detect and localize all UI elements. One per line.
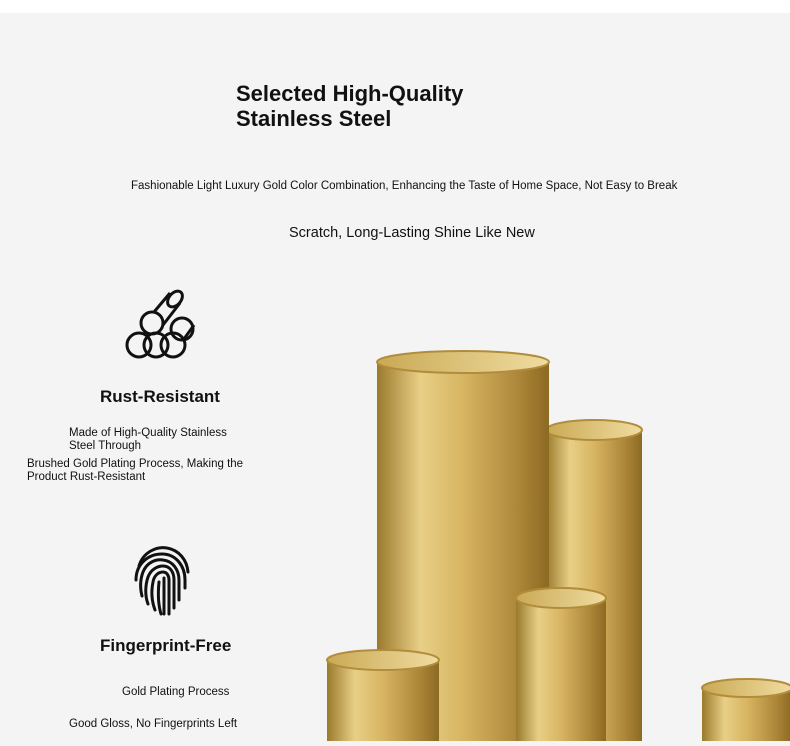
feature-title-rust-resistant: Rust-Resistant	[100, 387, 220, 406]
feature-desc-rust-line2: Steel Through	[69, 440, 142, 452]
feature-desc-fingerprint-line2: Good Gloss, No Fingerprints Left	[69, 718, 238, 730]
steel-pipes-icon	[124, 289, 200, 361]
subheading-line1: Fashionable Light Luxury Gold Color Combination, Enhancing the Taste of Home Space, Not Easy to Break	[131, 180, 678, 192]
feature-title-fingerprint-free: Fingerprint-Free	[100, 636, 232, 655]
gold-tubes-image	[320, 340, 790, 741]
subheading-line2: Scratch, Long-Lasting Shine Like New	[289, 225, 535, 241]
page-title-line2: Stainless Steel	[236, 106, 392, 131]
page-title-line1: Selected High-Quality	[236, 81, 464, 106]
page-title	[236, 81, 463, 131]
feature-desc-rust-line1: Made of High-Quality Stainless	[69, 427, 227, 439]
feature-desc-rust-line3: Brushed Gold Plating Process, Making the	[27, 458, 244, 470]
feature-desc-fingerprint-line1: Gold Plating Process	[122, 686, 230, 698]
fingerprint-icon	[133, 544, 193, 616]
feature-desc-rust-line4: Product Rust-Resistant	[27, 471, 146, 483]
top-strip	[0, 0, 790, 13]
